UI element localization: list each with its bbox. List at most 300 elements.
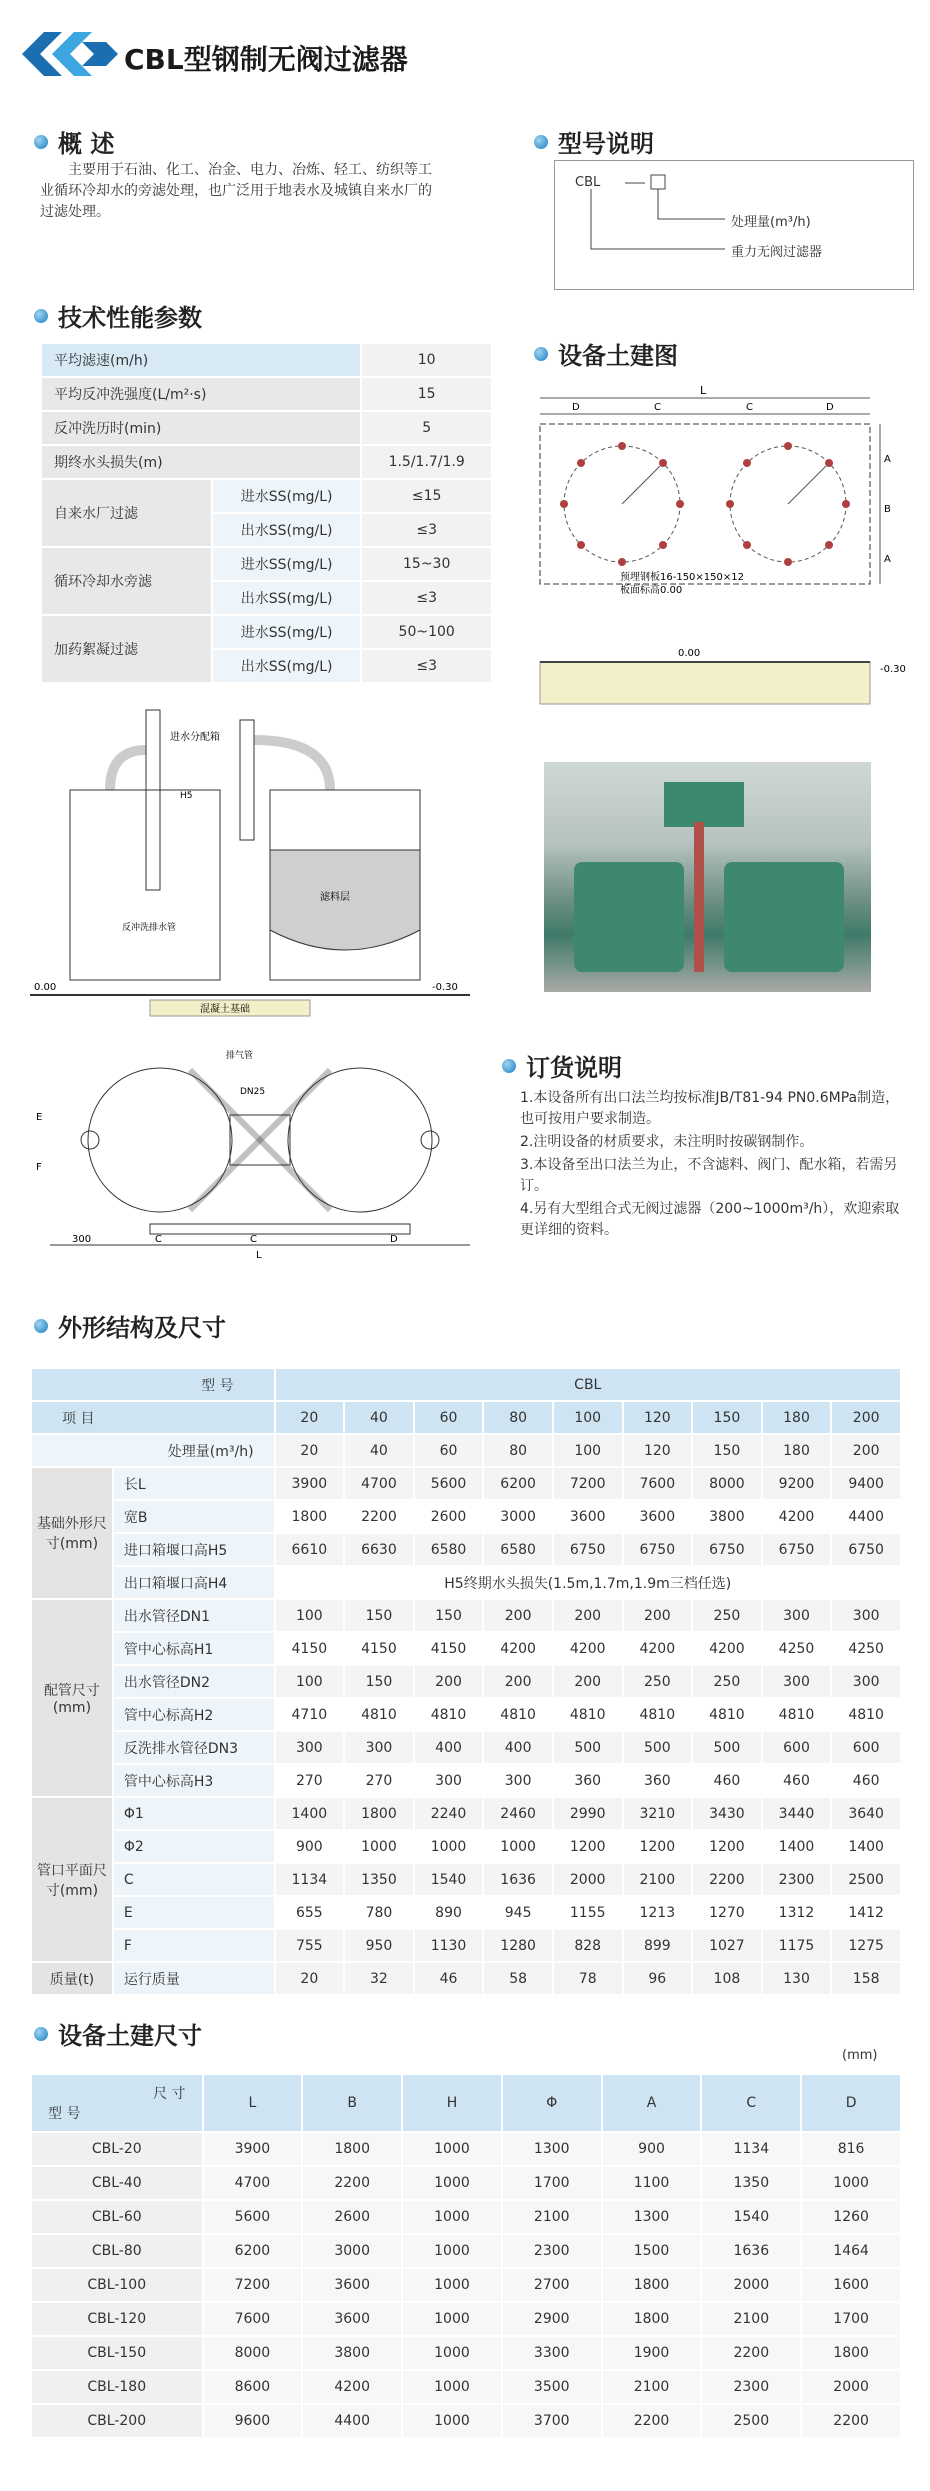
table-cell: 10 — [361, 343, 492, 377]
dimensions-table — [30, 1367, 902, 1996]
table-cell: 1464 — [801, 2234, 901, 2268]
table-cell: 4710 — [275, 1698, 345, 1731]
table-cell: 80 — [483, 1401, 553, 1434]
model-header: 型 号 — [31, 1368, 275, 1401]
table-row — [41, 377, 492, 411]
list-item: 2.注明设备的材质要求，未注明时按碳钢制作。 — [520, 1134, 814, 1150]
bullet-icon — [34, 309, 48, 323]
table-cell: 1130 — [414, 1929, 484, 1962]
table-cell: 1270 — [692, 1896, 762, 1929]
table-cell: 6750 — [831, 1533, 901, 1566]
table-cell: 1540 — [701, 2200, 801, 2234]
table-row — [31, 1830, 901, 1863]
sand-layer-label: 滤料层 — [320, 892, 350, 903]
table-cell: 1000 — [402, 2336, 502, 2370]
table-cell: 平均滤速(m/h) — [41, 343, 361, 377]
civil-drawing-heading: 设备土建图 — [534, 336, 678, 371]
table-cell: 4200 — [623, 1632, 693, 1665]
foundation-label: 混凝土基础 — [200, 1004, 250, 1015]
table-cell: 1175 — [762, 1929, 832, 1962]
table-cell: ≤3 — [361, 649, 492, 683]
dim-C-plan-label: C — [155, 1234, 162, 1245]
table-cell: 46 — [414, 1962, 484, 1995]
table-cell: 2600 — [414, 1500, 484, 1533]
table-cell: 管口平面尺寸(mm) — [31, 1797, 113, 1962]
table-cell: 6610 — [275, 1533, 345, 1566]
order-heading: 订货说明 — [502, 1048, 622, 1083]
table-cell: 899 — [623, 1929, 693, 1962]
table-cell: 4200 — [483, 1632, 553, 1665]
table-cell: 2100 — [602, 2370, 702, 2404]
table-cell: 400 — [483, 1731, 553, 1764]
table-row — [31, 1500, 901, 1533]
table-cell: 360 — [623, 1764, 693, 1797]
table-cell: 4200 — [692, 1632, 762, 1665]
table-cell: 2460 — [483, 1797, 553, 1830]
size-model-header: 尺 寸 型 号 — [31, 2074, 203, 2132]
table-cell: 3900 — [203, 2132, 303, 2166]
table-cell: 7200 — [553, 1467, 623, 1500]
bullet-icon — [34, 1319, 48, 1333]
table-cell: 4810 — [831, 1698, 901, 1731]
table-cell: CBL-100 — [31, 2268, 203, 2302]
table-cell: 1412 — [831, 1896, 901, 1929]
table-cell: CBL-180 — [31, 2370, 203, 2404]
table-cell: 130 — [762, 1962, 832, 1995]
table-cell: 200 — [483, 1665, 553, 1698]
table-cell: 2200 — [692, 1863, 762, 1896]
table-cell: 2200 — [302, 2166, 402, 2200]
table-cell: 8000 — [203, 2336, 303, 2370]
table-cell: 300 — [344, 1731, 414, 1764]
table-cell: 4700 — [203, 2166, 303, 2200]
table-row — [31, 2370, 901, 2404]
table-cell: 1100 — [602, 2166, 702, 2200]
table-cell: 5600 — [414, 1467, 484, 1500]
table-cell: 4200 — [553, 1632, 623, 1665]
table-cell: 加药絮凝过滤 — [41, 615, 212, 683]
table-row — [31, 1665, 901, 1698]
table-cell: 96 — [623, 1962, 693, 1995]
table-cell: 反冲洗历时(min) — [41, 411, 361, 445]
page-title: CBL型钢制无阀过滤器 — [124, 43, 408, 76]
table-cell: 配管尺寸(mm) — [31, 1599, 113, 1797]
table-cell: 1134 — [275, 1863, 345, 1896]
level-zero-label: 0.00 — [678, 648, 701, 659]
vent-pipe-label: 排气管 — [226, 1051, 254, 1061]
table-cell: 108 — [692, 1962, 762, 1995]
table-cell: 1000 — [414, 1830, 484, 1863]
table-cell: 200 — [553, 1665, 623, 1698]
table-cell: 150 — [692, 1401, 762, 1434]
table-cell: 1800 — [344, 1797, 414, 1830]
table-row — [41, 479, 492, 513]
table-cell: 2300 — [701, 2370, 801, 2404]
table-cell: 3000 — [302, 2234, 402, 2268]
bullet-icon — [34, 135, 48, 149]
table-cell: 32 — [344, 1962, 414, 1995]
table-cell: 4150 — [344, 1632, 414, 1665]
table-cell: 4250 — [831, 1632, 901, 1665]
table-cell: 300 — [483, 1764, 553, 1797]
dim-B-label: B — [884, 504, 891, 515]
table-cell: 58 — [483, 1962, 553, 1995]
table-cell: 755 — [275, 1929, 345, 1962]
table-cell: 180 — [762, 1434, 832, 1467]
table-row — [41, 343, 492, 377]
table-cell: 9200 — [762, 1467, 832, 1500]
item-header: 项 目 — [31, 1401, 275, 1434]
table-cell: 20 — [275, 1434, 345, 1467]
table-cell: 反洗排水管径DN3 — [113, 1731, 275, 1764]
table-cell: 40 — [344, 1401, 414, 1434]
dn25-label: DN25 — [240, 1087, 266, 1097]
table-cell: 4810 — [553, 1698, 623, 1731]
table-cell: 20 — [275, 1401, 345, 1434]
dimensions-heading: 外形结构及尺寸 — [34, 1308, 226, 1343]
table-cell: 7600 — [623, 1467, 693, 1500]
table-cell: A — [602, 2074, 702, 2132]
table-cell: 270 — [344, 1764, 414, 1797]
table-row — [31, 1368, 901, 1401]
table-cell: 1300 — [502, 2132, 602, 2166]
table-cell: 长L — [113, 1467, 275, 1500]
table-cell: 1000 — [402, 2302, 502, 2336]
table-cell: 1000 — [402, 2268, 502, 2302]
table-cell: 1312 — [762, 1896, 832, 1929]
table-cell: 120 — [623, 1434, 693, 1467]
table-cell: 60 — [414, 1401, 484, 1434]
table-cell: 2000 — [553, 1863, 623, 1896]
table-cell: 期终水头损失(m) — [41, 445, 361, 479]
table-cell: 2900 — [502, 2302, 602, 2336]
table-cell: 9400 — [831, 1467, 901, 1500]
table-cell: 500 — [553, 1731, 623, 1764]
table-cell: 950 — [344, 1929, 414, 1962]
table-cell: 158 — [831, 1962, 901, 1995]
table-cell: 进水SS(mg/L) — [212, 615, 361, 649]
table-cell: 1000 — [801, 2166, 901, 2200]
table-cell: 300 — [762, 1599, 832, 1632]
table-cell: 6200 — [483, 1467, 553, 1500]
table-cell: 600 — [831, 1731, 901, 1764]
table-row — [31, 2404, 901, 2438]
table-cell: 1280 — [483, 1929, 553, 1962]
table-cell: 2200 — [602, 2404, 702, 2438]
table-cell: 1700 — [801, 2302, 901, 2336]
inlet-box-label: 进水分配箱 — [170, 732, 220, 743]
table-cell: 6580 — [414, 1533, 484, 1566]
table-row — [31, 1797, 901, 1830]
table-cell: 管中心标高H2 — [113, 1698, 275, 1731]
flow-label: 处理量(m³/h) — [731, 215, 811, 230]
table-cell: 1275 — [831, 1929, 901, 1962]
table-cell: 100 — [275, 1665, 345, 1698]
table-cell: 2000 — [701, 2268, 801, 2302]
table-cell: 4810 — [483, 1698, 553, 1731]
table-row — [31, 1401, 901, 1434]
table-cell: 8600 — [203, 2370, 303, 2404]
table-cell: 4200 — [302, 2370, 402, 2404]
table-row — [31, 1863, 901, 1896]
table-cell: 4810 — [692, 1698, 762, 1731]
table-cell: 2100 — [502, 2200, 602, 2234]
table-cell: 6750 — [692, 1533, 762, 1566]
table-cell: 进水SS(mg/L) — [212, 547, 361, 581]
table-cell: H5终期水头损失(1.5m,1.7m,1.9m三档任选) — [275, 1566, 901, 1599]
table-cell: 2600 — [302, 2200, 402, 2234]
table-cell: 100 — [275, 1599, 345, 1632]
table-cell: 6750 — [553, 1533, 623, 1566]
table-cell: 1000 — [402, 2166, 502, 2200]
elevation-drawing — [30, 700, 510, 1260]
table-cell: 1000 — [344, 1830, 414, 1863]
table-cell: CBL-20 — [31, 2132, 203, 2166]
table-cell: 3300 — [502, 2336, 602, 2370]
table-cell: 1000 — [402, 2234, 502, 2268]
table-cell: 1260 — [801, 2200, 901, 2234]
floor-level-label: 板面标高0.00 — [620, 585, 683, 596]
table-row — [31, 2074, 901, 2132]
dim-C2-plan-label: C — [250, 1234, 257, 1245]
table-cell: 200 — [414, 1665, 484, 1698]
table-cell: 4150 — [414, 1632, 484, 1665]
table-cell: 3210 — [623, 1797, 693, 1830]
table-cell: 78 — [553, 1962, 623, 1995]
table-cell: 6630 — [344, 1533, 414, 1566]
table-cell: 质量(t) — [31, 1962, 113, 1995]
table-row — [31, 1698, 901, 1731]
table-cell: 1155 — [553, 1896, 623, 1929]
list-item: 4.另有大型组合式无阀过滤器（200~1000m³/h），欢迎索取更详细的资料。 — [520, 1201, 900, 1238]
table-cell: 1900 — [602, 2336, 702, 2370]
table-row — [31, 1533, 901, 1566]
table-cell: 1200 — [553, 1830, 623, 1863]
table-cell: 1000 — [402, 2200, 502, 2234]
table-cell: C — [113, 1863, 275, 1896]
table-cell: 360 — [553, 1764, 623, 1797]
table-cell: 300 — [275, 1731, 345, 1764]
table-cell: 3600 — [302, 2302, 402, 2336]
table-cell: 循环冷却水旁滤 — [41, 547, 212, 615]
table-cell: 1300 — [602, 2200, 702, 2234]
table-row — [31, 1467, 901, 1500]
table-cell: CBL-80 — [31, 2234, 203, 2268]
table-row — [31, 1962, 901, 1995]
table-cell: B — [302, 2074, 402, 2132]
table-cell: 3000 — [483, 1500, 553, 1533]
table-cell: 1000 — [483, 1830, 553, 1863]
table-cell: 1200 — [623, 1830, 693, 1863]
table-cell: 900 — [275, 1830, 345, 1863]
table-cell: Φ — [502, 2074, 602, 2132]
table-cell: 1800 — [801, 2336, 901, 2370]
table-cell: L — [203, 2074, 303, 2132]
table-cell: 100 — [553, 1434, 623, 1467]
table-row — [31, 2132, 901, 2166]
table-cell: 655 — [275, 1896, 345, 1929]
table-cell: 4700 — [344, 1467, 414, 1500]
table-cell: 1134 — [701, 2132, 801, 2166]
table-cell: 2200 — [801, 2404, 901, 2438]
table-cell: 600 — [762, 1731, 832, 1764]
table-cell: 平均反冲洗强度(L/m²·s) — [41, 377, 361, 411]
table-cell: 250 — [692, 1599, 762, 1632]
table-cell: 900 — [602, 2132, 702, 2166]
table-cell: 自来水厂过滤 — [41, 479, 212, 547]
table-cell: 基础外形尺寸(mm) — [31, 1467, 113, 1599]
equipment-photo — [544, 762, 871, 992]
table-cell: ≤15 — [361, 479, 492, 513]
table-cell: Φ1 — [113, 1797, 275, 1830]
bullet-icon — [502, 1059, 516, 1073]
elev-minus-label: -0.30 — [432, 982, 458, 993]
table-cell: 2300 — [762, 1863, 832, 1896]
table-row — [41, 615, 492, 649]
table-cell: 3700 — [502, 2404, 602, 2438]
civil-sizes-heading: 设备土建尺寸 — [34, 2016, 202, 2051]
table-cell: 3640 — [831, 1797, 901, 1830]
dim-C2-label: C — [746, 402, 753, 413]
table-cell: 300 — [762, 1665, 832, 1698]
table-cell: 3440 — [762, 1797, 832, 1830]
table-cell: 150 — [414, 1599, 484, 1632]
table-cell: 200 — [553, 1599, 623, 1632]
table-cell: 进口箱堰口高H5 — [113, 1533, 275, 1566]
dim-300-label: 300 — [72, 1234, 92, 1245]
table-row — [31, 2302, 901, 2336]
table-cell: 4810 — [344, 1698, 414, 1731]
table-row — [31, 2234, 901, 2268]
model-heading: 型号说明 — [534, 124, 654, 159]
overview-heading: 概 述 — [34, 124, 114, 159]
table-cell: 80 — [483, 1434, 553, 1467]
table-cell: 200 — [623, 1599, 693, 1632]
table-row — [31, 1632, 901, 1665]
table-cell: 1027 — [692, 1929, 762, 1962]
table-cell: 3900 — [275, 1467, 345, 1500]
table-cell: 2100 — [701, 2302, 801, 2336]
table-cell: 500 — [692, 1731, 762, 1764]
table-cell: 1000 — [402, 2404, 502, 2438]
table-cell: Φ2 — [113, 1830, 275, 1863]
table-cell: 400 — [414, 1731, 484, 1764]
table-cell: CBL-40 — [31, 2166, 203, 2200]
table-row — [31, 2166, 901, 2200]
table-cell: 3800 — [692, 1500, 762, 1533]
civil-plan-drawing — [530, 384, 920, 714]
table-cell: ≤3 — [361, 513, 492, 547]
table-cell: 1400 — [762, 1830, 832, 1863]
table-cell: 9600 — [203, 2404, 303, 2438]
table-cell: 780 — [344, 1896, 414, 1929]
overview-text: 主要用于石油、化工、冶金、电力、冶炼、轻工、纺织等工业循环冷却水的旁滤处理，也广泛用于地表水及城镇自来水厂的过滤处理。 — [40, 162, 432, 220]
table-cell: 50~100 — [361, 615, 492, 649]
table-cell: 1000 — [402, 2132, 502, 2166]
table-cell: 5600 — [203, 2200, 303, 2234]
table-cell: 1636 — [701, 2234, 801, 2268]
table-cell: 300 — [831, 1599, 901, 1632]
civil-sizes-table — [30, 2073, 902, 2439]
table-cell: 2700 — [502, 2268, 602, 2302]
table-cell: 500 — [623, 1731, 693, 1764]
list-item: 3.本设备至出口法兰为止，不含滤料、阀门、配水箱，若需另订。 — [520, 1157, 898, 1194]
table-cell: 6750 — [623, 1533, 693, 1566]
table-cell: 3500 — [502, 2370, 602, 2404]
params-table — [40, 342, 493, 684]
company-logo — [22, 28, 118, 80]
table-cell: 4400 — [831, 1500, 901, 1533]
table-cell: 出水SS(mg/L) — [212, 649, 361, 683]
table-cell: 出水管径DN1 — [113, 1599, 275, 1632]
dim-D2-label: D — [826, 402, 834, 413]
table-row — [31, 1896, 901, 1929]
table-row — [31, 1929, 901, 1962]
table-cell: 20 — [275, 1962, 345, 1995]
h5-label: H5 — [180, 791, 193, 801]
level-minus-label: -0.30 — [880, 664, 906, 675]
table-cell: 890 — [414, 1896, 484, 1929]
table-cell: 250 — [623, 1665, 693, 1698]
table-cell: 7200 — [203, 2268, 303, 2302]
table-cell: 4250 — [762, 1632, 832, 1665]
model-explanation-box — [554, 160, 914, 290]
table-cell: 6750 — [762, 1533, 832, 1566]
params-heading: 技术性能参数 — [34, 298, 202, 333]
table-cell: 4200 — [762, 1500, 832, 1533]
drain-pipe-label: 反冲洗排水管 — [122, 923, 177, 933]
table-cell: 出水SS(mg/L) — [212, 581, 361, 615]
type-label: 重力无阀过滤器 — [731, 245, 823, 260]
table-cell: 1213 — [623, 1896, 693, 1929]
table-row — [41, 411, 492, 445]
table-cell: 150 — [692, 1434, 762, 1467]
table-cell: 1600 — [801, 2268, 901, 2302]
table-cell: 管中心标高H3 — [113, 1764, 275, 1797]
table-cell: 5 — [361, 411, 492, 445]
table-cell: 460 — [692, 1764, 762, 1797]
table-cell: 60 — [414, 1434, 484, 1467]
dim-C-label: C — [654, 402, 661, 413]
table-cell: 1800 — [602, 2302, 702, 2336]
table-cell: 180 — [762, 1401, 832, 1434]
table-cell: 1800 — [602, 2268, 702, 2302]
table-cell: 200 — [831, 1401, 901, 1434]
dim-L-label: L — [700, 384, 707, 397]
table-cell: 4810 — [414, 1698, 484, 1731]
table-cell: CBL-150 — [31, 2336, 203, 2370]
embed-plate-label: 预埋钢板16-150×150×12 — [620, 572, 744, 583]
table-cell: E — [113, 1896, 275, 1929]
table-cell: D — [801, 2074, 901, 2132]
table-cell: 4810 — [623, 1698, 693, 1731]
table-cell: 2000 — [801, 2370, 901, 2404]
table-cell: 150 — [344, 1665, 414, 1698]
bullet-icon — [34, 2027, 48, 2041]
dim-A-label: A — [884, 454, 891, 465]
table-cell: 1800 — [302, 2132, 402, 2166]
table-row — [31, 1599, 901, 1632]
table-cell: C — [701, 2074, 801, 2132]
table-row — [41, 445, 492, 479]
table-cell: 2200 — [701, 2336, 801, 2370]
table-cell: 816 — [801, 2132, 901, 2166]
table-cell: 运行质量 — [113, 1962, 275, 1995]
list-item: 1.本设备所有出口法兰均按标准JB/T81-94 PN0.6MPa制造，也可按用户要求制造。 — [520, 1090, 900, 1127]
table-cell: 宽B — [113, 1500, 275, 1533]
bullet-icon — [534, 347, 548, 361]
table-cell: 40 — [344, 1434, 414, 1467]
